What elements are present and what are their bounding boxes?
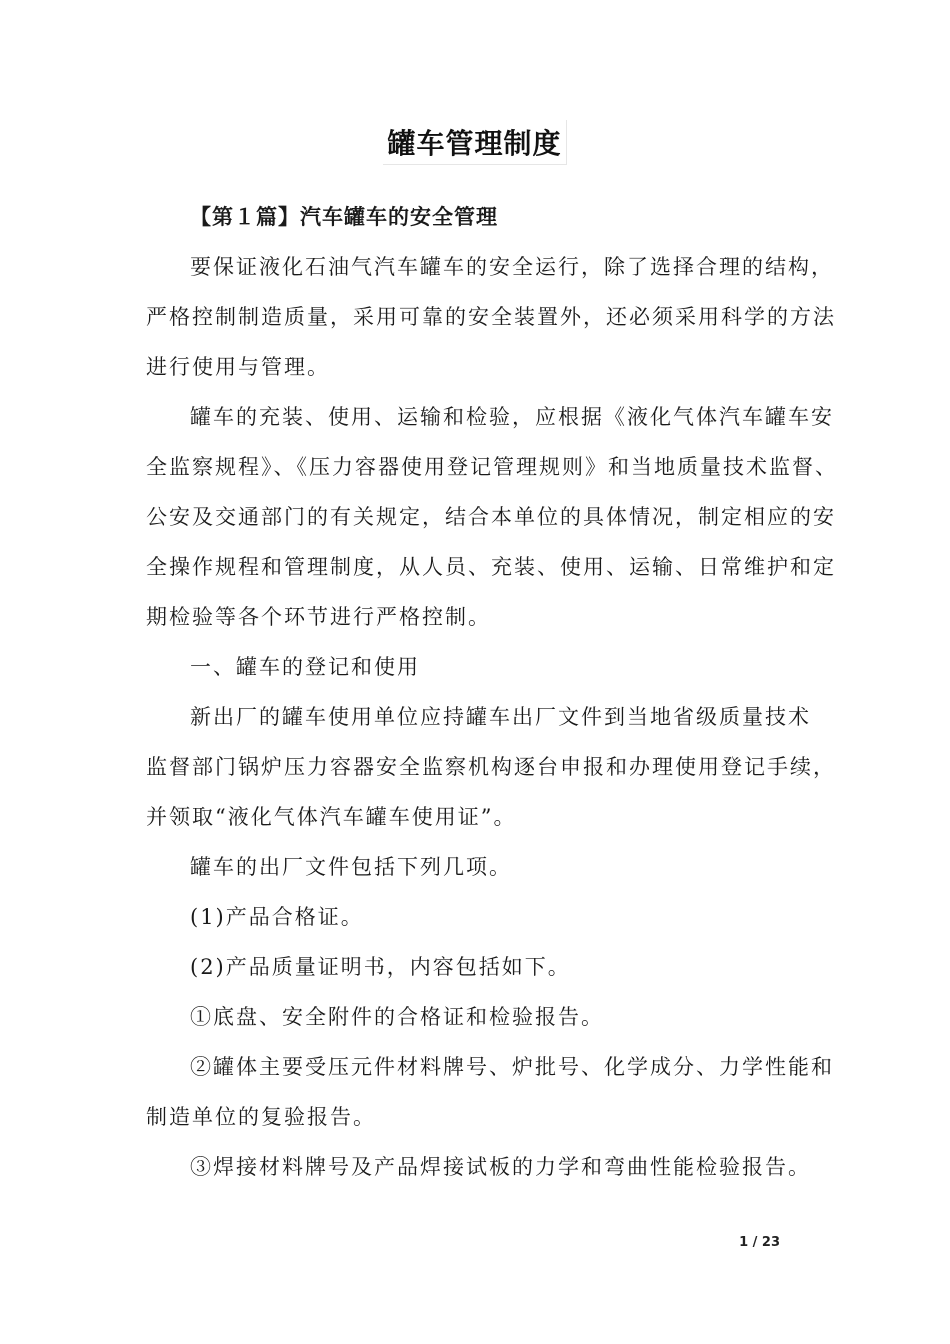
paragraph-line: 进行使用与管理。 <box>146 355 330 379</box>
document-title-text: 罐车管理制度 <box>383 120 566 165</box>
paragraph-line: 期检验等各个环节进行严格控制。 <box>146 605 491 629</box>
paragraph-line: 全监察规程》、《压力容器使用登记管理规则》和当地质量技术监督、 <box>146 455 838 479</box>
list-item: ③焊接材料牌号及产品焊接试板的力学和弯曲性能检验报告。 <box>190 1155 811 1179</box>
list-item-continuation: 制造单位的复验报告。 <box>146 1105 376 1129</box>
paragraph-line: 罐车的出厂文件包括下列几项。 <box>190 855 512 879</box>
paragraph-line: 罐车的充装、使用、运输和检验，应根据《液化气体汽车罐车安 <box>190 405 834 429</box>
paragraph-line: 要保证液化石油气汽车罐车的安全运行，除了选择合理的结构， <box>190 255 834 279</box>
list-item: (2)产品质量证明书，内容包括如下。 <box>190 955 571 979</box>
list-item: (1)产品合格证。 <box>190 905 364 929</box>
subsection-heading: 一、罐车的登记和使用 <box>190 655 420 679</box>
section-heading: 【第１篇】汽车罐车的安全管理 <box>190 204 498 229</box>
page-number: 1 / 23 <box>739 1235 780 1250</box>
list-item: ②罐体主要受压元件材料牌号、炉批号、化学成分、力学性能和 <box>190 1055 834 1079</box>
paragraph-line: 并领取“液化气体汽车罐车使用证”。 <box>146 805 517 829</box>
paragraph-line: 公安及交通部门的有关规定，结合本单位的具体情况，制定相应的安 <box>146 505 836 529</box>
paragraph-line: 新出厂的罐车使用单位应持罐车出厂文件到当地省级质量技术 <box>190 705 811 729</box>
paragraph-line: 监督部门锅炉压力容器安全监察机构逐台申报和办理使用登记手续， <box>146 755 836 779</box>
document-title <box>0 120 950 165</box>
list-item: ①底盘、安全附件的合格证和检验报告。 <box>190 1005 604 1029</box>
paragraph-line: 严格控制制造质量，采用可靠的安全装置外，还必须采用科学的方法 <box>146 305 836 329</box>
paragraph-line: 全操作规程和管理制度，从人员、充装、使用、运输、日常维护和定 <box>146 555 836 579</box>
document-body <box>146 192 838 1192</box>
